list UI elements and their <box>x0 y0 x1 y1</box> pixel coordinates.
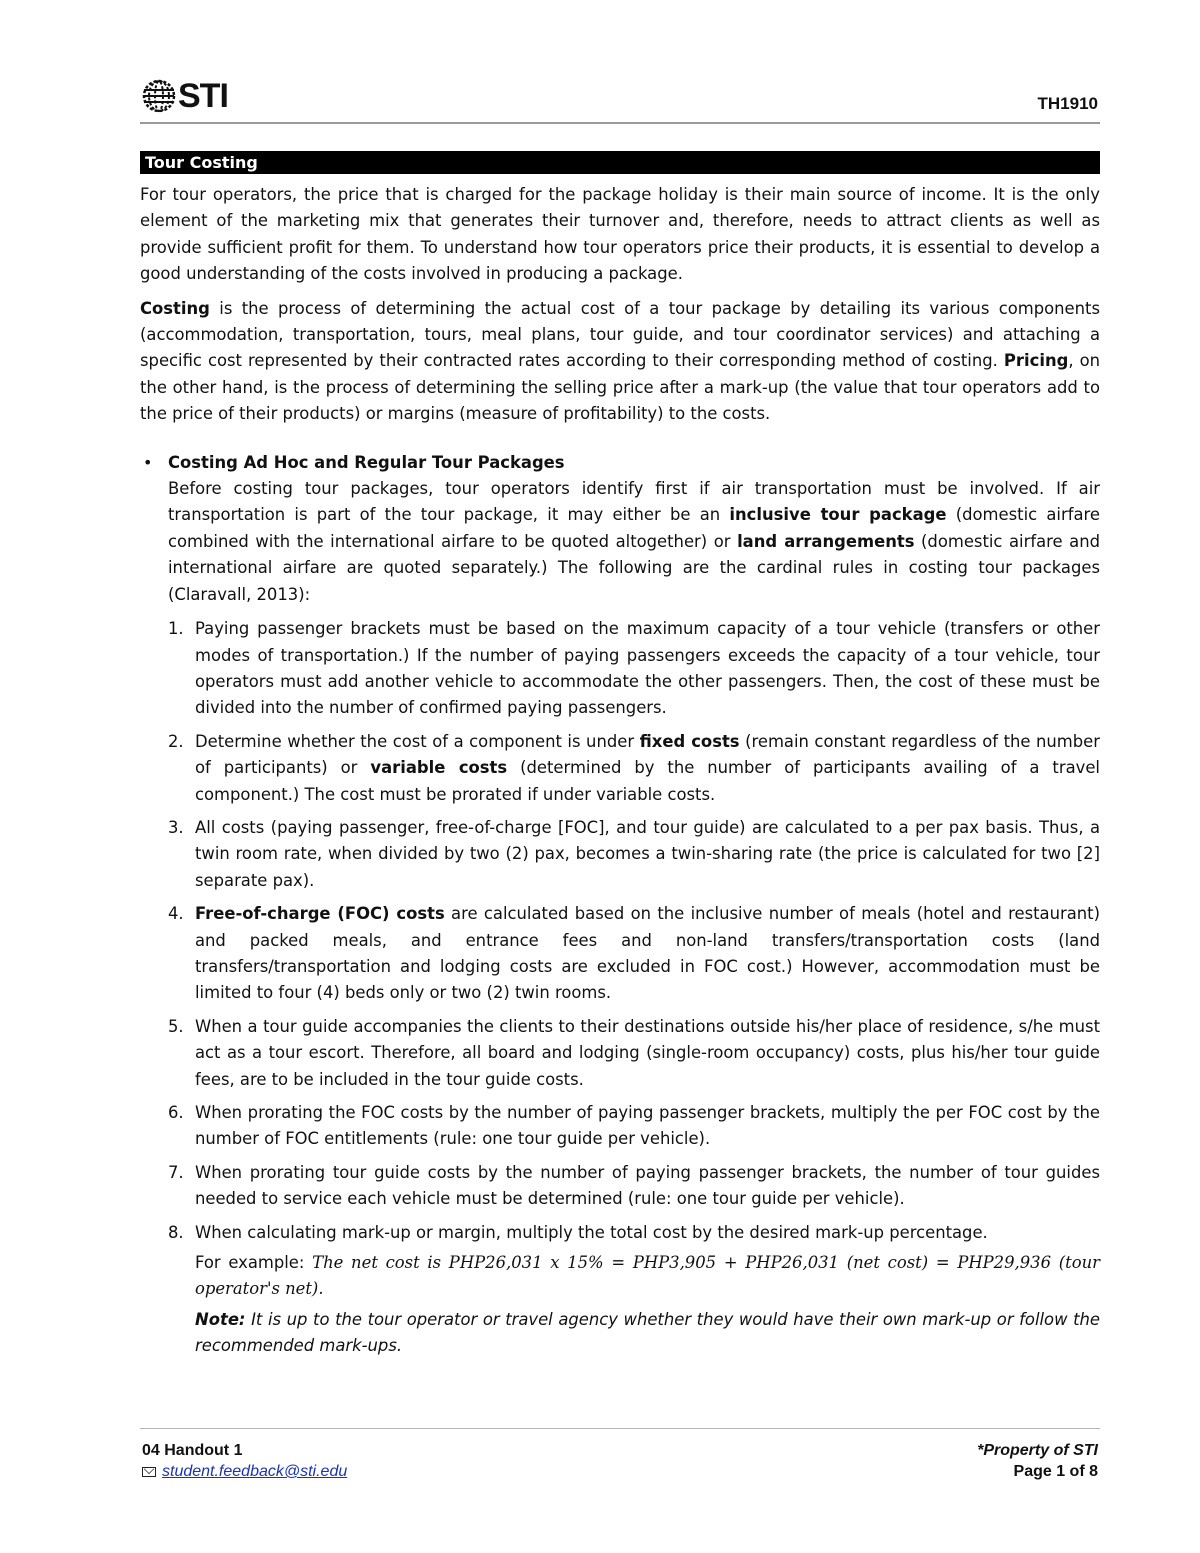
pricing-definition: , on the other hand, is the process of determining the selling price after a mark-up (the value that tour operators add to the price of their products) or margins (measure of profitability) to the costs. <box>140 351 1100 424</box>
sti-logo <box>142 76 228 116</box>
list-item <box>168 616 1100 722</box>
rule-text: are calculated based on the inclusive number of meals (hotel and restaurant) and packed meals, and entrance fees and non-land transfers/transportation costs (land transfers/transportation and lodging costs are excluded in FOC cost.) However, accommodation must be limited to four (4) beds only or two (2) twin rooms. <box>195 904 1100 1003</box>
bullet-section <box>140 450 1100 1360</box>
list-item <box>168 1160 1100 1213</box>
list-number: 8. <box>168 1222 184 1242</box>
variable-costs-term: variable costs <box>370 758 508 778</box>
page-content <box>140 151 1100 1367</box>
feedback-email-link[interactable]: student.feedback@sti.edu <box>162 1463 348 1480</box>
property-label: *Property of STI <box>977 1442 1098 1459</box>
footer-divider <box>140 1428 1100 1429</box>
example-line <box>195 1250 1100 1303</box>
rule-text: Paying passenger brackets must be based on the maximum capacity of a tour vehicle (transfers or other modes of transportation.) If the number of paying passengers exceeds the capacity of a tour vehicle, tour operators must add another vehicle to accommodate the other passengers. Then, the cost of these must be divided into the number of confirmed paying passengers. <box>195 619 1100 718</box>
list-item <box>168 729 1100 808</box>
globe-logo-icon <box>142 79 176 113</box>
foc-costs-term: Free-of-charge (FOC) costs <box>195 904 445 924</box>
costing-definition-paragraph <box>140 296 1100 428</box>
list-number: 5. <box>168 1016 184 1036</box>
list-item <box>168 1220 1100 1360</box>
inclusive-tour-term: inclusive tour package <box>729 505 947 525</box>
list-item <box>168 901 1100 1007</box>
bullet-title: Costing Ad Hoc and Regular Tour Packages <box>168 452 565 472</box>
fixed-costs-term: fixed costs <box>639 731 740 751</box>
land-arrangements-term: land arrangements <box>737 531 915 551</box>
costing-definition: is the process of determining the actual cost of a tour package by detailing its various components (accommodation, transportation, tours, meal plans, tour guide, and tour coordinator services) and attaching a specific cost represented by their contracted rates according to their corresponding method of costing. <box>140 298 1100 371</box>
bullet-intro-a: Before costing tour packages, tour operators identify first if air transportation must be involved. If air transportation is part of the tour package, it may either be an <box>168 479 1100 525</box>
list-number: 1. <box>168 619 184 639</box>
rule-text: When prorating the FOC costs by the number of paying passenger brackets, multiply the per FOC cost by the number of FOC entitlements (rule: one tour guide per vehicle). <box>195 1103 1100 1149</box>
list-number: 7. <box>168 1162 184 1182</box>
list-item <box>168 815 1100 894</box>
footer-left <box>142 1440 347 1482</box>
example-lead: For example: <box>195 1253 313 1273</box>
list-number: 4. <box>168 904 184 924</box>
email-line <box>142 1461 347 1482</box>
document-code: TH1910 <box>1037 94 1098 113</box>
rule-text: Determine whether the cost of a component is under <box>195 731 640 751</box>
note-line <box>195 1307 1100 1360</box>
pricing-term: Pricing <box>1003 351 1069 371</box>
cardinal-rules-list <box>168 616 1100 1360</box>
section-title-bar: Tour Costing <box>140 151 1100 174</box>
page-header <box>140 72 1100 126</box>
list-number: 3. <box>168 817 184 837</box>
list-item <box>168 1014 1100 1093</box>
costing-term: Costing <box>140 298 210 318</box>
rule-text: (determined by the number of participants availing of a travel component.) The cost must be prorated if under variable costs. <box>195 758 1100 804</box>
header-divider <box>140 122 1100 124</box>
page-footer <box>140 1428 1100 1488</box>
handout-label: 04 Handout 1 <box>142 1442 243 1459</box>
example-formula: The net cost is PHP26,031 x 15% = PHP3,905 + PHP26,031 (net cost) = PHP29,936 (tour operator's net). <box>195 1253 1100 1299</box>
bullet-intro-paragraph <box>168 476 1100 608</box>
page-number: Page 1 of 8 <box>1013 1463 1098 1480</box>
intro-paragraph: For tour operators, the price that is charged for the package holiday is their main source of income. It is the only element of the marketing mix that generates their turnover and, therefore, needs to attract clients as well as provide sufficient profit for them. To understand how tour operators price their products, it is essential to develop a good understanding of the costs involved in producing a package. <box>140 185 1100 284</box>
bullet-intro-c: (domestic airfare and international airfare are quoted separately.) The following are the cardinal rules in costing tour packages (Claravall, 2013): <box>168 531 1100 604</box>
rule-text: (remain constant regardless of the number of participants) or <box>195 731 1100 778</box>
note-label: Note: <box>195 1309 246 1329</box>
rule-text: When prorating tour guide costs by the number of paying passenger brackets, the number of tour guides needed to service each vehicle must be determined (rule: one tour guide per vehicle). <box>195 1162 1100 1209</box>
bullet-dot-icon: • <box>143 452 153 472</box>
footer-right <box>977 1440 1098 1482</box>
list-number: 6. <box>168 1103 184 1122</box>
bullet-intro-b: (domestic airfare combined with the international airfare to be quoted altogether) or <box>168 505 1100 551</box>
logo-text: STI <box>178 76 228 115</box>
list-number: 2. <box>168 731 184 751</box>
rule-text: When a tour guide accompanies the clients to their destinations outside his/her place of residence, s/he must act as a tour escort. Therefore, all board and lodging (single-room occupancy) costs, plus his/her tour guide fees, are to be included in the tour guide costs. <box>195 1016 1100 1089</box>
envelope-icon <box>142 1467 156 1477</box>
note-text: It is up to the tour operator or travel agency whether they would have their own mark-up or follow the recommended mark-ups. <box>195 1309 1100 1356</box>
rule-text: When calculating mark-up or margin, multiply the total cost by the desired mark-up percentage. <box>195 1222 988 1242</box>
list-item <box>168 1100 1100 1153</box>
rule-text: All costs (paying passenger, free-of-charge [FOC], and tour guide) are calculated to a per pax basis. Thus, a twin room rate, when divided by two (2) pax, becomes a twin-sharing rate (the price is calculated for two [2] separate pax). <box>195 817 1100 890</box>
